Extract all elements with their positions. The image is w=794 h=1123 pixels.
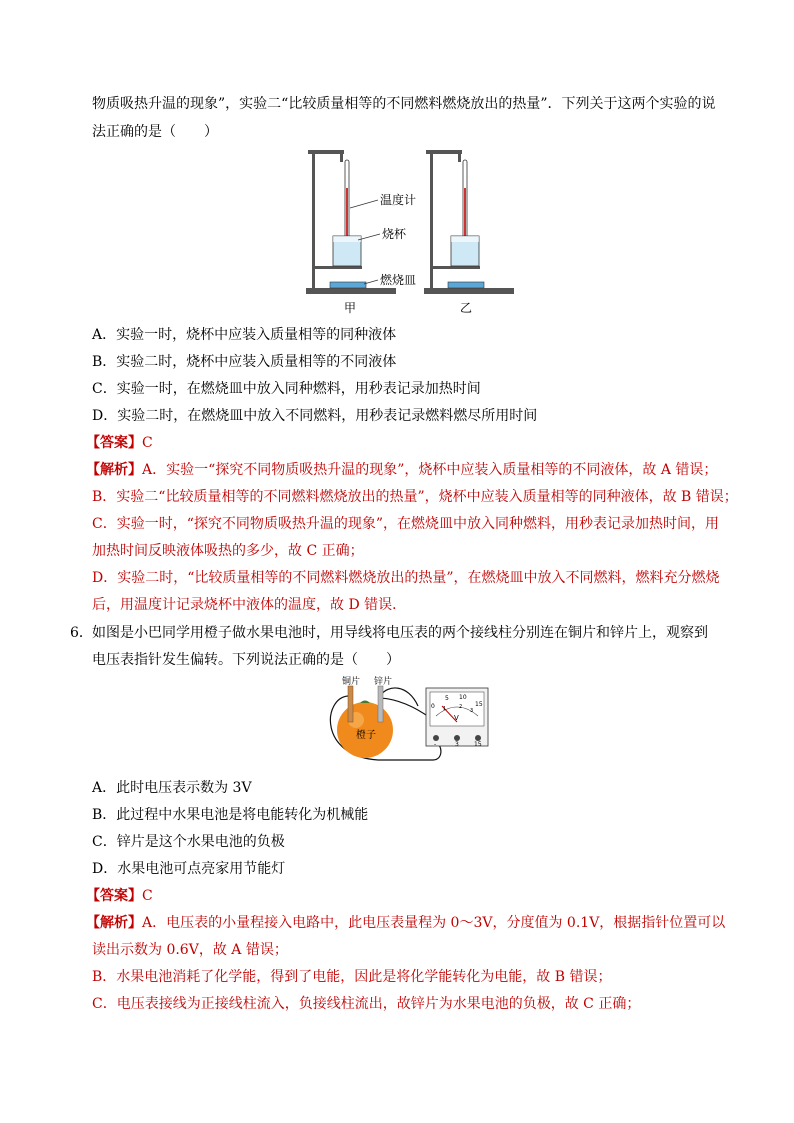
left-thermometer-clamp xyxy=(340,152,343,162)
copper-plate xyxy=(348,686,353,722)
q5-analysis-tag: 【解析】 xyxy=(86,462,142,478)
label-zinc: 锌片 xyxy=(374,677,393,687)
q5-stem-line2: 法正确的是（ ） xyxy=(92,124,218,140)
svg-text:1: 1 xyxy=(443,706,447,712)
svg-text:3: 3 xyxy=(470,708,474,714)
q5-answer-line xyxy=(86,434,153,452)
q5-analysis-0: A．实验一“探究不同物质吸热升温的现象”，烧杯中应装入质量相等的不同液体，故 A 错误； xyxy=(142,462,718,478)
q6-analysis-1: 读出示数为 0.6V，故 A 错误； xyxy=(92,942,288,958)
q5-option-a: A．实验一时，烧杯中应装入质量相等的同种液体 xyxy=(92,327,397,343)
q5-option-c: C．实验一时，在燃烧皿中放入同种燃料，用秒表记录加热时间 xyxy=(92,381,481,397)
q6-analysis-3: C．电压表接线为正接线柱流入，负接线柱流出，故锌片为水果电池的负极，故 C 正确； xyxy=(92,996,641,1012)
label-orange: 橙子 xyxy=(356,730,376,741)
q5-analysis-2: C．实验一时，“探究不同物质吸热升温的现象”，在燃烧皿中放入同种燃料，用秒表记录加热时间，用 xyxy=(92,516,720,532)
svg-text:5: 5 xyxy=(445,695,449,702)
q5-analysis-line1 xyxy=(86,461,717,479)
q5-analysis-3: 加热时间反映液体吸热的多少，故 C 正确； xyxy=(92,543,364,559)
q5-stem-line1: 物质吸热升温的现象”，实验二“比较质量相等的不同燃料燃烧放出的热量”．下列关于这两个实验的说 xyxy=(92,96,716,112)
q6-answer-line xyxy=(86,887,153,905)
q5-answer-value: C xyxy=(142,435,153,451)
svg-text:15: 15 xyxy=(475,701,483,708)
q5-option-d: D．实验二时，在燃烧皿中放入不同燃料，用秒表记录燃料燃尽所用时间 xyxy=(92,408,538,424)
label-burner-dish: 燃烧皿 xyxy=(380,273,417,287)
label-beaker: 烧杯 xyxy=(382,227,407,241)
left-burner-dish xyxy=(330,282,366,288)
q6-analysis-tag: 【解析】 xyxy=(86,915,142,931)
q6-option-d: D．水果电池可点亮家用节能灯 xyxy=(92,861,286,877)
svg-text:10: 10 xyxy=(459,694,467,701)
q6-stem-line2: 电压表指针发生偏转。下列说法正确的是（ ） xyxy=(92,652,400,668)
q6-stem-line1: 如图是小巴同学用橙子做水果电池时，用导线将电压表的两个接线柱分别连在铜片和锌片上，观察到 xyxy=(92,625,708,641)
q5-analysis-5: 后，用温度计记录烧杯中液体的温度，故 D 错误． xyxy=(92,597,407,613)
label-copper: 铜片 xyxy=(342,677,361,687)
svg-text:0: 0 xyxy=(431,703,435,710)
q5-analysis-1: B．实验二“比较质量相等的不同燃料燃烧放出的热量”，烧杯中应装入质量相等的同种液体，故 B 错误； xyxy=(92,489,738,505)
q6-option-b: B．此过程中水果电池是将电能转化为机械能 xyxy=(92,807,369,823)
left-base xyxy=(306,288,396,294)
q5-answer-tag: 【答案】 xyxy=(86,435,142,451)
q6-answer-tag: 【答案】 xyxy=(86,888,142,904)
svg-text:3: 3 xyxy=(455,741,459,748)
svg-text:2: 2 xyxy=(459,704,463,710)
q6-number: 6． xyxy=(70,625,93,641)
q6-analysis-2: B．水果电池消耗了化学能，得到了电能，因此是将化学能转化为电能，故 B 错误； xyxy=(92,969,612,985)
svg-text:15: 15 xyxy=(474,741,482,748)
q6-analysis-line1 xyxy=(86,914,725,932)
label-jia: 甲 xyxy=(344,301,357,315)
q6-option-a: A．此时电压表示数为 3V xyxy=(92,780,252,796)
q6-option-c: C．锌片是这个水果电池的负极 xyxy=(92,834,285,850)
zinc-plate xyxy=(378,686,383,722)
svg-text:-: - xyxy=(434,741,437,748)
q6-answer-value: C xyxy=(142,888,153,904)
voltmeter-symbol: V xyxy=(454,714,459,722)
right-base xyxy=(424,288,514,294)
q5-analysis-4: D．实验二时，“比较质量相等的不同燃料燃烧放出的热量”，在燃烧皿中放入不同燃料，燃料充分燃烧 xyxy=(92,570,720,586)
label-thermometer: 温度计 xyxy=(380,193,417,207)
q6-analysis-0: A．电压表的小量程接入电路中，此电压表量程为 0～3V，分度值为 0.1V，根据指针位置可以 xyxy=(142,915,726,931)
right-burner-dish xyxy=(448,282,484,288)
q6-fruit-battery-figure xyxy=(318,676,498,766)
q5-experiment-figure xyxy=(300,148,520,318)
label-yi: 乙 xyxy=(460,301,473,315)
q5-option-b: B．实验二时，烧杯中应装入质量相等的不同液体 xyxy=(92,354,397,370)
